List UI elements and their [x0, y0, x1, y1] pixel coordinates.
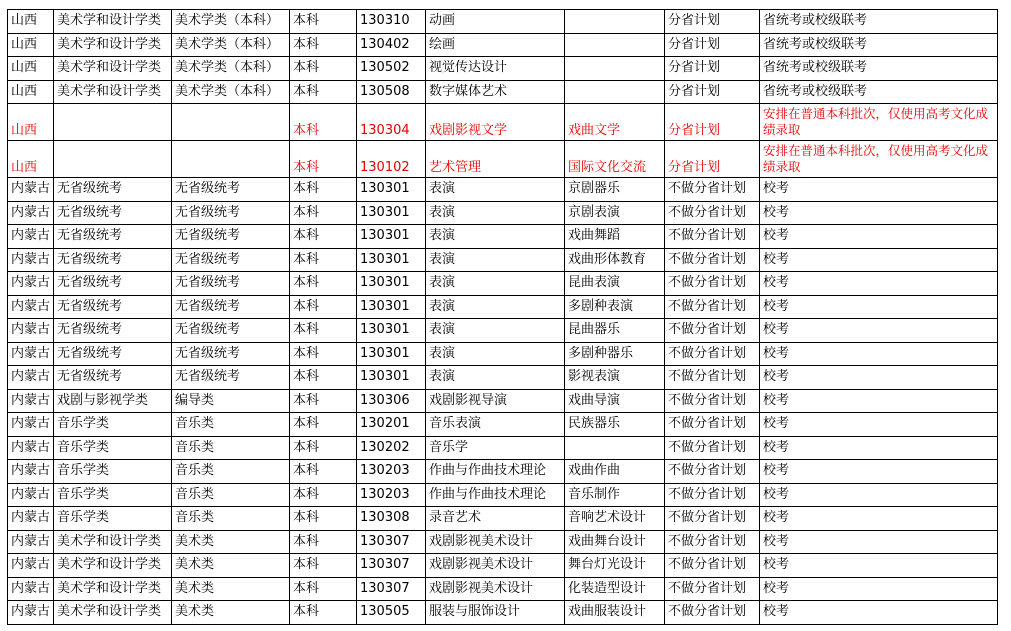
cell-major-name: 戏剧影视美术设计 — [426, 577, 565, 601]
cell-plan-type: 不做分省计划 — [665, 507, 760, 531]
cell-exam-method: 安排在普通本科批次，仅使用高考文化成绩录取 — [760, 104, 998, 141]
cell-category: 美术学和设计学类 — [54, 33, 172, 57]
cell-category — [54, 104, 172, 141]
cell-plan-type: 分省计划 — [665, 104, 760, 141]
cell-level: 本科 — [290, 507, 357, 531]
table-row — [8, 225, 998, 249]
cell-level: 本科 — [290, 295, 357, 319]
cell-major-name: 表演 — [426, 342, 565, 366]
cell-level: 本科 — [290, 33, 357, 57]
cell-major-name: 戏剧影视美术设计 — [426, 530, 565, 554]
cell-major-code: 130301 — [357, 295, 426, 319]
cell-major-name: 作曲与作曲技术理论 — [426, 460, 565, 484]
table-row — [8, 577, 998, 601]
cell-level: 本科 — [290, 460, 357, 484]
cell-major-code: 130505 — [357, 601, 426, 625]
cell-plan-type: 分省计划 — [665, 33, 760, 57]
cell-level: 本科 — [290, 201, 357, 225]
cell-direction: 化装造型设计 — [565, 577, 665, 601]
cell-category: 音乐学类 — [54, 483, 172, 507]
cell-category: 无省级统考 — [54, 295, 172, 319]
table-row — [8, 10, 998, 34]
cell-category: 音乐学类 — [54, 460, 172, 484]
cell-exam-method: 校考 — [760, 389, 998, 413]
cell-major-code: 130301 — [357, 319, 426, 343]
cell-exam-type: 美术学类（本科） — [172, 33, 290, 57]
table-row — [8, 178, 998, 202]
cell-category: 美术学和设计学类 — [54, 554, 172, 578]
cell-exam-method: 校考 — [760, 507, 998, 531]
cell-exam-type: 美术类 — [172, 554, 290, 578]
cell-exam-method: 校考 — [760, 601, 998, 625]
cell-province: 内蒙古 — [8, 272, 54, 296]
cell-level: 本科 — [290, 554, 357, 578]
cell-exam-type: 无省级统考 — [172, 201, 290, 225]
table-row — [8, 530, 998, 554]
cell-major-code: 130301 — [357, 248, 426, 272]
cell-plan-type: 不做分省计划 — [665, 201, 760, 225]
cell-plan-type: 分省计划 — [665, 80, 760, 104]
cell-exam-type: 无省级统考 — [172, 272, 290, 296]
cell-direction: 昆曲器乐 — [565, 319, 665, 343]
cell-plan-type: 不做分省计划 — [665, 413, 760, 437]
cell-level: 本科 — [290, 141, 357, 178]
cell-category: 无省级统考 — [54, 272, 172, 296]
cell-exam-method: 校考 — [760, 225, 998, 249]
cell-exam-type: 音乐类 — [172, 436, 290, 460]
cell-level: 本科 — [290, 483, 357, 507]
cell-major-code: 130301 — [357, 272, 426, 296]
cell-exam-method: 校考 — [760, 342, 998, 366]
table-row — [8, 295, 998, 319]
cell-direction: 京剧器乐 — [565, 178, 665, 202]
cell-exam-method: 安排在普通本科批次，仅使用高考文化成绩录取 — [760, 141, 998, 178]
cell-level: 本科 — [290, 319, 357, 343]
table-row — [8, 201, 998, 225]
table-row — [8, 342, 998, 366]
cell-exam-type: 音乐类 — [172, 413, 290, 437]
cell-major-code: 130307 — [357, 577, 426, 601]
cell-major-name: 表演 — [426, 248, 565, 272]
cell-plan-type: 不做分省计划 — [665, 319, 760, 343]
cell-plan-type: 不做分省计划 — [665, 483, 760, 507]
cell-major-name: 表演 — [426, 319, 565, 343]
cell-major-name: 艺术管理 — [426, 141, 565, 178]
cell-plan-type: 不做分省计划 — [665, 436, 760, 460]
cell-exam-method: 校考 — [760, 483, 998, 507]
cell-direction: 京剧表演 — [565, 201, 665, 225]
cell-category: 美术学和设计学类 — [54, 530, 172, 554]
cell-exam-type: 音乐类 — [172, 483, 290, 507]
cell-major-name: 戏剧影视美术设计 — [426, 554, 565, 578]
cell-category: 音乐学类 — [54, 436, 172, 460]
cell-province: 山西 — [8, 10, 54, 34]
cell-direction — [565, 57, 665, 81]
cell-level: 本科 — [290, 436, 357, 460]
cell-category: 无省级统考 — [54, 201, 172, 225]
table-row — [8, 366, 998, 390]
cell-province: 山西 — [8, 104, 54, 141]
cell-level: 本科 — [290, 178, 357, 202]
cell-plan-type: 不做分省计划 — [665, 178, 760, 202]
cell-province: 内蒙古 — [8, 248, 54, 272]
cell-level: 本科 — [290, 413, 357, 437]
cell-province: 山西 — [8, 57, 54, 81]
cell-exam-method: 省统考或校级联考 — [760, 33, 998, 57]
cell-exam-type: 音乐类 — [172, 507, 290, 531]
cell-province: 内蒙古 — [8, 178, 54, 202]
cell-major-code: 130301 — [357, 342, 426, 366]
cell-category: 无省级统考 — [54, 366, 172, 390]
cell-province: 内蒙古 — [8, 507, 54, 531]
cell-exam-method: 校考 — [760, 295, 998, 319]
cell-category: 无省级统考 — [54, 342, 172, 366]
cell-direction: 戏曲文学 — [565, 104, 665, 141]
cell-category: 戏剧与影视学类 — [54, 389, 172, 413]
cell-major-code: 130310 — [357, 10, 426, 34]
cell-province: 内蒙古 — [8, 601, 54, 625]
table-row — [8, 80, 998, 104]
cell-exam-type: 美术类 — [172, 577, 290, 601]
cell-category: 音乐学类 — [54, 507, 172, 531]
cell-plan-type: 不做分省计划 — [665, 577, 760, 601]
cell-category: 美术学和设计学类 — [54, 57, 172, 81]
cell-level: 本科 — [290, 225, 357, 249]
cell-province: 内蒙古 — [8, 319, 54, 343]
table-row — [8, 104, 998, 141]
cell-major-code: 130301 — [357, 178, 426, 202]
cell-major-name: 戏剧影视导演 — [426, 389, 565, 413]
cell-direction: 音响艺术设计 — [565, 507, 665, 531]
cell-province: 山西 — [8, 141, 54, 178]
cell-level: 本科 — [290, 272, 357, 296]
cell-province: 内蒙古 — [8, 413, 54, 437]
cell-major-name: 录音艺术 — [426, 507, 565, 531]
cell-major-name: 表演 — [426, 201, 565, 225]
cell-exam-type: 美术学类（本科） — [172, 10, 290, 34]
cell-province: 内蒙古 — [8, 554, 54, 578]
cell-exam-type — [172, 104, 290, 141]
cell-plan-type: 分省计划 — [665, 141, 760, 178]
cell-plan-type: 分省计划 — [665, 57, 760, 81]
cell-province: 内蒙古 — [8, 295, 54, 319]
cell-direction: 多剧种器乐 — [565, 342, 665, 366]
cell-major-code: 130307 — [357, 530, 426, 554]
cell-major-name: 音乐学 — [426, 436, 565, 460]
cell-exam-type: 无省级统考 — [172, 319, 290, 343]
cell-category: 美术学和设计学类 — [54, 601, 172, 625]
cell-major-name: 作曲与作曲技术理论 — [426, 483, 565, 507]
cell-province: 内蒙古 — [8, 483, 54, 507]
cell-category: 音乐学类 — [54, 413, 172, 437]
cell-major-code: 130201 — [357, 413, 426, 437]
cell-exam-method: 校考 — [760, 436, 998, 460]
cell-category: 无省级统考 — [54, 225, 172, 249]
cell-exam-type: 无省级统考 — [172, 342, 290, 366]
cell-direction: 戏曲导演 — [565, 389, 665, 413]
cell-major-name: 表演 — [426, 225, 565, 249]
cell-direction: 戏曲舞台设计 — [565, 530, 665, 554]
cell-exam-type: 美术类 — [172, 601, 290, 625]
cell-major-name: 表演 — [426, 178, 565, 202]
cell-direction: 影视表演 — [565, 366, 665, 390]
cell-exam-method: 省统考或校级联考 — [760, 57, 998, 81]
cell-exam-method: 校考 — [760, 201, 998, 225]
cell-plan-type: 不做分省计划 — [665, 272, 760, 296]
table-row — [8, 248, 998, 272]
cell-major-code: 130307 — [357, 554, 426, 578]
cell-level: 本科 — [290, 342, 357, 366]
cell-direction — [565, 80, 665, 104]
cell-exam-type: 无省级统考 — [172, 248, 290, 272]
cell-province: 内蒙古 — [8, 389, 54, 413]
cell-level: 本科 — [290, 389, 357, 413]
cell-major-code: 130306 — [357, 389, 426, 413]
cell-exam-method: 省统考或校级联考 — [760, 10, 998, 34]
cell-major-code: 130402 — [357, 33, 426, 57]
table-row — [8, 389, 998, 413]
cell-level: 本科 — [290, 80, 357, 104]
cell-major-code: 130203 — [357, 483, 426, 507]
cell-major-name: 动画 — [426, 10, 565, 34]
cell-major-name: 戏剧影视文学 — [426, 104, 565, 141]
cell-exam-method: 省统考或校级联考 — [760, 80, 998, 104]
cell-direction: 国际文化交流 — [565, 141, 665, 178]
cell-major-name: 表演 — [426, 295, 565, 319]
cell-plan-type: 不做分省计划 — [665, 248, 760, 272]
cell-exam-type: 无省级统考 — [172, 366, 290, 390]
cell-major-name: 服装与服饰设计 — [426, 601, 565, 625]
cell-province: 内蒙古 — [8, 577, 54, 601]
cell-province: 内蒙古 — [8, 436, 54, 460]
cell-direction: 民族器乐 — [565, 413, 665, 437]
cell-exam-type: 音乐类 — [172, 460, 290, 484]
cell-major-name: 视觉传达设计 — [426, 57, 565, 81]
cell-province: 内蒙古 — [8, 342, 54, 366]
cell-major-code: 130202 — [357, 436, 426, 460]
cell-direction: 昆曲表演 — [565, 272, 665, 296]
cell-level: 本科 — [290, 577, 357, 601]
cell-province: 内蒙古 — [8, 201, 54, 225]
admissions-table — [7, 9, 998, 625]
cell-plan-type: 分省计划 — [665, 10, 760, 34]
cell-exam-method: 校考 — [760, 272, 998, 296]
cell-province: 山西 — [8, 33, 54, 57]
cell-exam-type: 无省级统考 — [172, 178, 290, 202]
cell-category: 无省级统考 — [54, 178, 172, 202]
cell-exam-type: 无省级统考 — [172, 295, 290, 319]
cell-plan-type: 不做分省计划 — [665, 530, 760, 554]
cell-major-code: 130502 — [357, 57, 426, 81]
cell-plan-type: 不做分省计划 — [665, 460, 760, 484]
cell-direction — [565, 10, 665, 34]
cell-major-code: 130301 — [357, 225, 426, 249]
cell-direction — [565, 436, 665, 460]
cell-exam-method: 校考 — [760, 577, 998, 601]
cell-major-code: 130308 — [357, 507, 426, 531]
cell-direction: 戏曲作曲 — [565, 460, 665, 484]
cell-province: 内蒙古 — [8, 366, 54, 390]
cell-category: 美术学和设计学类 — [54, 10, 172, 34]
cell-major-code: 130102 — [357, 141, 426, 178]
cell-exam-type: 美术学类（本科） — [172, 80, 290, 104]
cell-plan-type: 不做分省计划 — [665, 295, 760, 319]
cell-major-name: 音乐表演 — [426, 413, 565, 437]
cell-exam-method: 校考 — [760, 319, 998, 343]
table-row — [8, 507, 998, 531]
cell-major-name: 数字媒体艺术 — [426, 80, 565, 104]
cell-level: 本科 — [290, 601, 357, 625]
table-row — [8, 554, 998, 578]
cell-major-code: 130508 — [357, 80, 426, 104]
cell-province: 内蒙古 — [8, 460, 54, 484]
cell-plan-type: 不做分省计划 — [665, 342, 760, 366]
table-row — [8, 272, 998, 296]
table-row — [8, 319, 998, 343]
cell-major-name: 表演 — [426, 272, 565, 296]
cell-direction: 戏曲服装设计 — [565, 601, 665, 625]
table-row — [8, 57, 998, 81]
table-row — [8, 33, 998, 57]
cell-plan-type: 不做分省计划 — [665, 366, 760, 390]
cell-province: 山西 — [8, 80, 54, 104]
cell-direction — [565, 33, 665, 57]
cell-exam-method: 校考 — [760, 413, 998, 437]
cell-exam-type — [172, 141, 290, 178]
cell-exam-method: 校考 — [760, 554, 998, 578]
cell-exam-type: 美术学类（本科） — [172, 57, 290, 81]
cell-direction: 音乐制作 — [565, 483, 665, 507]
cell-category — [54, 141, 172, 178]
table-row — [8, 601, 998, 625]
cell-province: 内蒙古 — [8, 225, 54, 249]
cell-level: 本科 — [290, 104, 357, 141]
cell-exam-type: 编导类 — [172, 389, 290, 413]
cell-exam-method: 校考 — [760, 460, 998, 484]
cell-category: 无省级统考 — [54, 319, 172, 343]
cell-plan-type: 不做分省计划 — [665, 601, 760, 625]
cell-direction: 舞台灯光设计 — [565, 554, 665, 578]
cell-exam-method: 校考 — [760, 178, 998, 202]
table-row — [8, 436, 998, 460]
cell-level: 本科 — [290, 366, 357, 390]
cell-exam-type: 无省级统考 — [172, 225, 290, 249]
cell-major-code: 130301 — [357, 201, 426, 225]
cell-major-code: 130304 — [357, 104, 426, 141]
cell-major-name: 表演 — [426, 366, 565, 390]
cell-exam-method: 校考 — [760, 530, 998, 554]
cell-direction: 戏曲舞蹈 — [565, 225, 665, 249]
cell-category: 美术学和设计学类 — [54, 577, 172, 601]
cell-level: 本科 — [290, 57, 357, 81]
table-row — [8, 460, 998, 484]
cell-plan-type: 不做分省计划 — [665, 389, 760, 413]
cell-direction: 戏曲形体教育 — [565, 248, 665, 272]
cell-level: 本科 — [290, 10, 357, 34]
cell-category: 无省级统考 — [54, 248, 172, 272]
cell-exam-type: 美术类 — [172, 530, 290, 554]
cell-level: 本科 — [290, 530, 357, 554]
table-row — [8, 483, 998, 507]
cell-major-code: 130203 — [357, 460, 426, 484]
cell-direction: 多剧种表演 — [565, 295, 665, 319]
cell-plan-type: 不做分省计划 — [665, 225, 760, 249]
cell-exam-method: 校考 — [760, 248, 998, 272]
table-row — [8, 413, 998, 437]
cell-exam-method: 校考 — [760, 366, 998, 390]
cell-major-name: 绘画 — [426, 33, 565, 57]
table-row — [8, 141, 998, 178]
cell-major-code: 130301 — [357, 366, 426, 390]
cell-category: 美术学和设计学类 — [54, 80, 172, 104]
cell-level: 本科 — [290, 248, 357, 272]
cell-plan-type: 不做分省计划 — [665, 554, 760, 578]
cell-province: 内蒙古 — [8, 530, 54, 554]
